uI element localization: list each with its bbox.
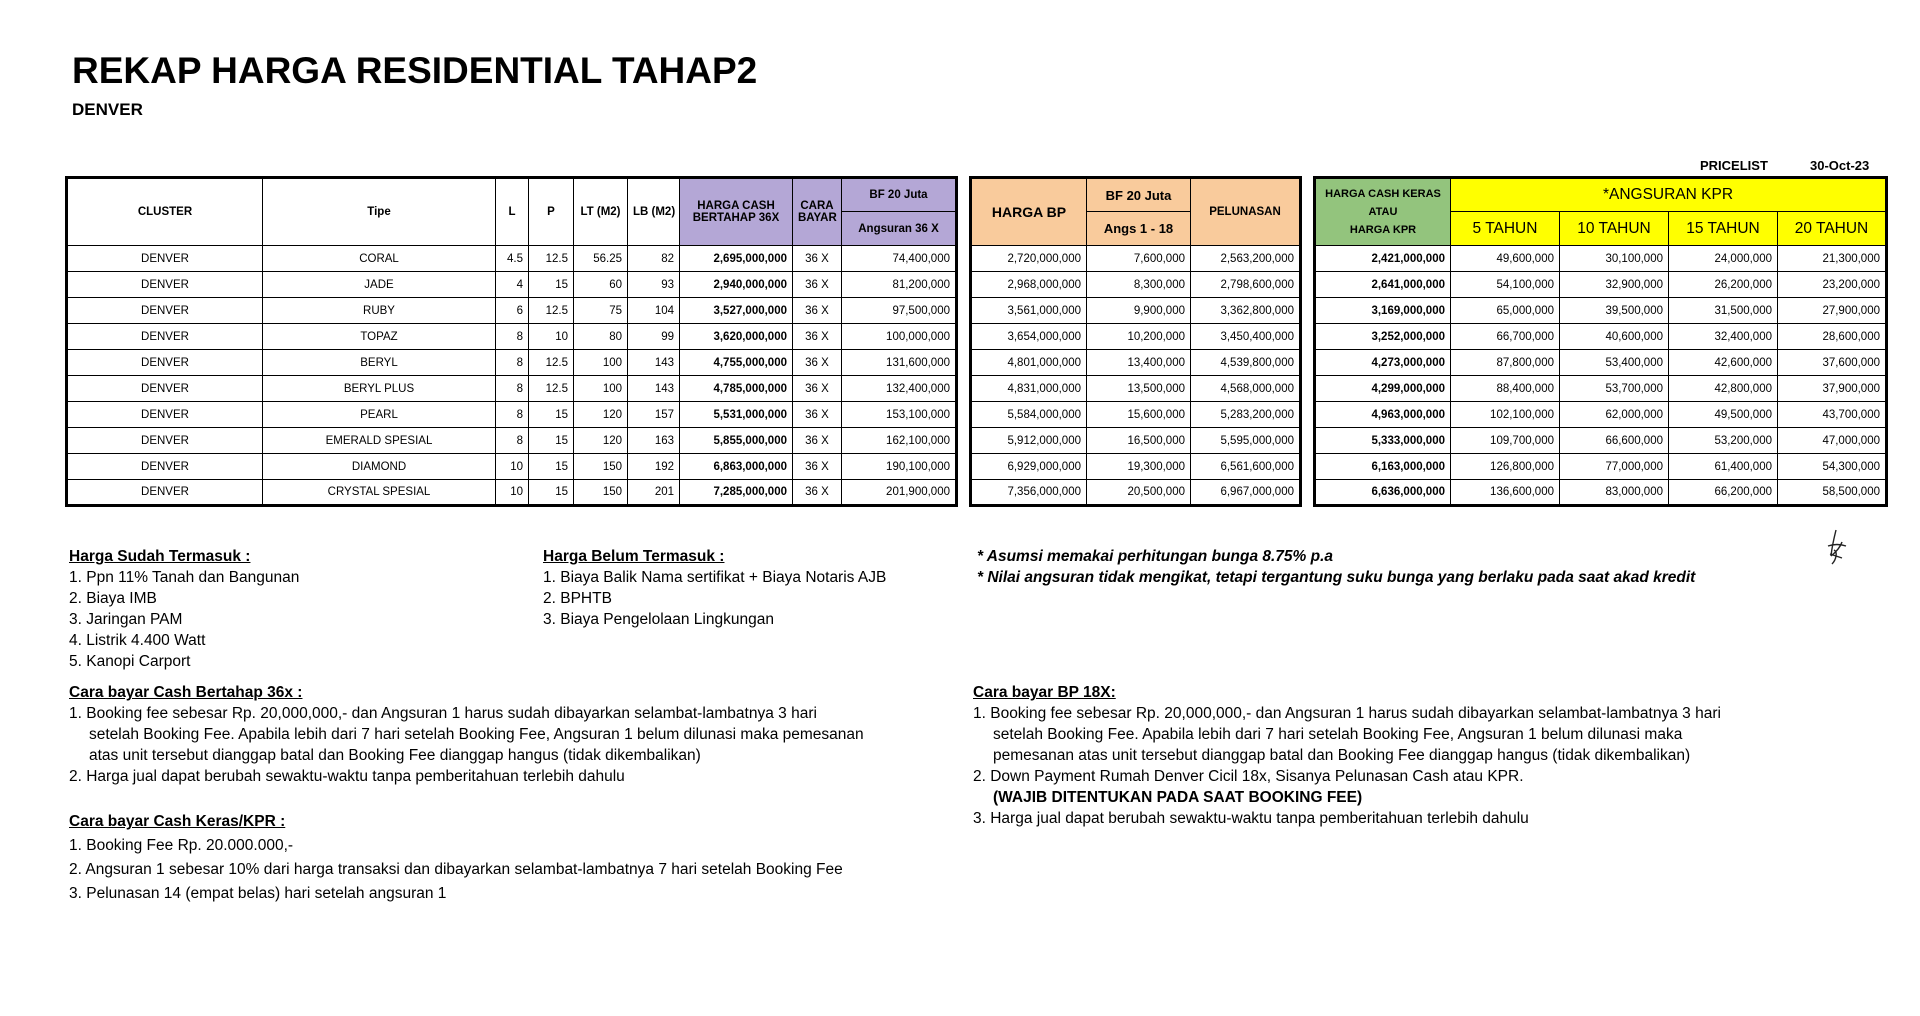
col-harga-cash-line2: BERTAHAP 36X bbox=[692, 212, 780, 224]
cell-pelunasan: 2,563,200,000 bbox=[1191, 246, 1301, 272]
cell-cara-bayar: 36 X bbox=[793, 324, 842, 350]
cell-tipe: BERYL bbox=[263, 350, 496, 376]
cell-cluster: DENVER bbox=[67, 324, 263, 350]
cell-harga-bp: 3,654,000,000 bbox=[971, 324, 1087, 350]
cell-l: 8 bbox=[496, 350, 529, 376]
table-row bbox=[971, 272, 1301, 298]
table-row bbox=[1315, 376, 1887, 402]
cell-p: 12.5 bbox=[529, 298, 574, 324]
cell-20-tahun: 27,900,000 bbox=[1778, 298, 1887, 324]
table-row bbox=[67, 454, 957, 480]
termasuk-item: 4. Listrik 4.400 Watt bbox=[69, 632, 206, 649]
kpr-table bbox=[1313, 176, 1888, 507]
col-lt: LT (M2) bbox=[574, 178, 628, 246]
cell-harga-kpr: 2,641,000,000 bbox=[1315, 272, 1451, 298]
cell-cluster: DENVER bbox=[67, 246, 263, 272]
bp-table bbox=[969, 176, 1302, 507]
cash-bertahap-table bbox=[65, 176, 958, 507]
cell-10-tahun: 83,000,000 bbox=[1560, 480, 1669, 506]
cell-harga-kpr: 6,636,000,000 bbox=[1315, 480, 1451, 506]
cell-l: 4 bbox=[496, 272, 529, 298]
cell-10-tahun: 66,600,000 bbox=[1560, 428, 1669, 454]
cell-angs-1-18: 13,400,000 bbox=[1087, 350, 1191, 376]
cell-10-tahun: 40,600,000 bbox=[1560, 324, 1669, 350]
table-row bbox=[971, 454, 1301, 480]
table-row bbox=[67, 376, 957, 402]
cell-20-tahun: 28,600,000 bbox=[1778, 324, 1887, 350]
cell-5-tahun: 136,600,000 bbox=[1451, 480, 1560, 506]
col-cluster: CLUSTER bbox=[67, 178, 263, 246]
cell-20-tahun: 37,600,000 bbox=[1778, 350, 1887, 376]
col-harga-kpr-line2: ATAU bbox=[1368, 206, 1398, 218]
cell-angsuran36: 162,100,000 bbox=[842, 428, 957, 454]
notes-cash36 bbox=[69, 682, 864, 787]
cell-cara-bayar: 36 X bbox=[793, 402, 842, 428]
cell-cara-bayar: 36 X bbox=[793, 350, 842, 376]
cell-angsuran36: 201,900,000 bbox=[842, 480, 957, 506]
table-row bbox=[1315, 298, 1887, 324]
col-tipe: Tipe bbox=[263, 178, 496, 246]
cell-lt: 60 bbox=[574, 272, 628, 298]
cell-5-tahun: 65,000,000 bbox=[1451, 298, 1560, 324]
cell-angsuran36: 97,500,000 bbox=[842, 298, 957, 324]
belum-title: Harga Belum Termasuk : bbox=[543, 548, 725, 565]
cell-pelunasan: 4,539,800,000 bbox=[1191, 350, 1301, 376]
table-row bbox=[1315, 428, 1887, 454]
cell-tipe: CRYSTAL SPESIAL bbox=[263, 480, 496, 506]
cell-tipe: TOPAZ bbox=[263, 324, 496, 350]
cell-5-tahun: 126,800,000 bbox=[1451, 454, 1560, 480]
cell-lt: 150 bbox=[574, 480, 628, 506]
cell-angsuran36: 131,600,000 bbox=[842, 350, 957, 376]
cell-harga-kpr: 4,299,000,000 bbox=[1315, 376, 1451, 402]
col-harga-kpr bbox=[1315, 178, 1451, 246]
table-row bbox=[1315, 350, 1887, 376]
cell-p: 15 bbox=[529, 402, 574, 428]
cell-harga-cash: 6,863,000,000 bbox=[680, 454, 793, 480]
cell-angsuran36: 100,000,000 bbox=[842, 324, 957, 350]
cell-harga-bp: 7,356,000,000 bbox=[971, 480, 1087, 506]
cash36-line: 1. Booking fee sebesar Rp. 20,000,000,- dan Angsuran 1 harus sudah dibayarkan selambat-lambatnya 3 hari bbox=[69, 705, 817, 722]
cell-lb: 163 bbox=[628, 428, 680, 454]
cell-lb: 201 bbox=[628, 480, 680, 506]
cell-cara-bayar: 36 X bbox=[793, 376, 842, 402]
cell-cluster: DENVER bbox=[67, 402, 263, 428]
pricelist-label: PRICELIST bbox=[1700, 158, 1768, 173]
cell-20-tahun: 21,300,000 bbox=[1778, 246, 1887, 272]
cell-lt: 75 bbox=[574, 298, 628, 324]
table-row bbox=[1315, 324, 1887, 350]
cash36-line: atas unit tersebut dianggap batal dan Booking Fee dianggap hangus (tidak dikembalikan) bbox=[89, 747, 701, 764]
cell-p: 15 bbox=[529, 454, 574, 480]
cell-l: 8 bbox=[496, 376, 529, 402]
belum-item: 3. Biaya Pengelolaan Lingkungan bbox=[543, 611, 774, 628]
cell-p: 12.5 bbox=[529, 350, 574, 376]
cell-harga-bp: 6,929,000,000 bbox=[971, 454, 1087, 480]
cell-p: 15 bbox=[529, 480, 574, 506]
cell-cluster: DENVER bbox=[67, 480, 263, 506]
cell-harga-cash: 2,940,000,000 bbox=[680, 272, 793, 298]
cell-cluster: DENVER bbox=[67, 428, 263, 454]
table-row bbox=[971, 298, 1301, 324]
cell-pelunasan: 5,595,000,000 bbox=[1191, 428, 1301, 454]
col-20-tahun: 20 TAHUN bbox=[1778, 212, 1887, 246]
table-row bbox=[67, 402, 957, 428]
col-bp-bf: BF 20 Juta bbox=[1087, 178, 1191, 212]
notes-asumsi bbox=[977, 546, 1695, 588]
table-row bbox=[971, 428, 1301, 454]
table-row bbox=[1315, 454, 1887, 480]
cell-cara-bayar: 36 X bbox=[793, 454, 842, 480]
cell-lb: 82 bbox=[628, 246, 680, 272]
cell-lt: 100 bbox=[574, 376, 628, 402]
cell-harga-cash: 4,785,000,000 bbox=[680, 376, 793, 402]
cell-10-tahun: 32,900,000 bbox=[1560, 272, 1669, 298]
cell-l: 8 bbox=[496, 324, 529, 350]
col-15-tahun: 15 TAHUN bbox=[1669, 212, 1778, 246]
cell-cara-bayar: 36 X bbox=[793, 272, 842, 298]
col-harga-cash bbox=[680, 178, 793, 246]
col-l: L bbox=[496, 178, 529, 246]
col-cara-line1: CARA bbox=[800, 200, 834, 212]
col-bf: BF 20 Juta bbox=[842, 178, 957, 212]
table-row bbox=[1315, 402, 1887, 428]
termasuk-item: 5. Kanopi Carport bbox=[69, 653, 191, 670]
cell-angs-1-18: 7,600,000 bbox=[1087, 246, 1191, 272]
cell-tipe: JADE bbox=[263, 272, 496, 298]
cell-cluster: DENVER bbox=[67, 376, 263, 402]
cell-harga-bp: 2,968,000,000 bbox=[971, 272, 1087, 298]
cell-harga-cash: 7,285,000,000 bbox=[680, 480, 793, 506]
cell-15-tahun: 32,400,000 bbox=[1669, 324, 1778, 350]
cell-tipe: DIAMOND bbox=[263, 454, 496, 480]
cell-5-tahun: 102,100,000 bbox=[1451, 402, 1560, 428]
cell-cluster: DENVER bbox=[67, 298, 263, 324]
cell-15-tahun: 31,500,000 bbox=[1669, 298, 1778, 324]
cell-15-tahun: 49,500,000 bbox=[1669, 402, 1778, 428]
bp-line: 3. Harga jual dapat berubah sewaktu-waktu tanpa pemberitahuan terlebih dahulu bbox=[973, 810, 1529, 827]
cell-pelunasan: 6,967,000,000 bbox=[1191, 480, 1301, 506]
cell-harga-kpr: 4,273,000,000 bbox=[1315, 350, 1451, 376]
keras-line: 3. Pelunasan 14 (empat belas) hari setelah angsuran 1 bbox=[69, 885, 447, 902]
table-row bbox=[1315, 480, 1887, 506]
table-row bbox=[1315, 246, 1887, 272]
keras-title: Cara bayar Cash Keras/KPR : bbox=[69, 813, 286, 830]
table-row bbox=[971, 246, 1301, 272]
cell-angsuran36: 190,100,000 bbox=[842, 454, 957, 480]
cell-20-tahun: 43,700,000 bbox=[1778, 402, 1887, 428]
termasuk-item: 3. Jaringan PAM bbox=[69, 611, 183, 628]
asumsi-line: * Nilai angsuran tidak mengikat, tetapi tergantung suku bunga yang berlaku pada saat akad kredit bbox=[977, 569, 1696, 586]
belum-item: 2. BPHTB bbox=[543, 590, 612, 607]
col-angs-1-18: Angs 1 - 18 bbox=[1087, 212, 1191, 246]
table-row bbox=[67, 272, 957, 298]
cell-angs-1-18: 10,200,000 bbox=[1087, 324, 1191, 350]
cell-lb: 192 bbox=[628, 454, 680, 480]
bp-title: Cara bayar BP 18X: bbox=[973, 684, 1116, 701]
notes-belum bbox=[543, 546, 886, 630]
bp-line: (WAJIB DITENTUKAN PADA SAAT BOOKING FEE) bbox=[993, 789, 1363, 806]
pricelist-date: 30-Oct-23 bbox=[1810, 158, 1870, 173]
table-row bbox=[971, 402, 1301, 428]
cell-cara-bayar: 36 X bbox=[793, 428, 842, 454]
cell-15-tahun: 53,200,000 bbox=[1669, 428, 1778, 454]
cell-harga-cash: 3,620,000,000 bbox=[680, 324, 793, 350]
cell-angsuran36: 153,100,000 bbox=[842, 402, 957, 428]
cell-20-tahun: 54,300,000 bbox=[1778, 454, 1887, 480]
cell-pelunasan: 5,283,200,000 bbox=[1191, 402, 1301, 428]
cell-harga-kpr: 6,163,000,000 bbox=[1315, 454, 1451, 480]
bp-line: 1. Booking fee sebesar Rp. 20,000,000,- dan Angsuran 1 harus sudah dibayarkan selambat-lambatnya 3 hari bbox=[973, 705, 1721, 722]
cell-tipe: EMERALD SPESIAL bbox=[263, 428, 496, 454]
cell-harga-bp: 2,720,000,000 bbox=[971, 246, 1087, 272]
col-harga-bp: HARGA BP bbox=[971, 178, 1087, 246]
cell-harga-kpr: 4,963,000,000 bbox=[1315, 402, 1451, 428]
cell-harga-cash: 5,855,000,000 bbox=[680, 428, 793, 454]
cell-lt: 80 bbox=[574, 324, 628, 350]
table-row bbox=[1315, 272, 1887, 298]
cell-harga-kpr: 3,169,000,000 bbox=[1315, 298, 1451, 324]
col-angsuran-kpr: *ANGSURAN KPR bbox=[1451, 178, 1887, 212]
cell-cluster: DENVER bbox=[67, 454, 263, 480]
table-row bbox=[971, 376, 1301, 402]
cell-harga-cash: 2,695,000,000 bbox=[680, 246, 793, 272]
cell-harga-kpr: 3,252,000,000 bbox=[1315, 324, 1451, 350]
belum-item: 1. Biaya Balik Nama sertifikat + Biaya Notaris AJB bbox=[543, 569, 887, 586]
cell-p: 12.5 bbox=[529, 246, 574, 272]
cell-l: 10 bbox=[496, 480, 529, 506]
table-row bbox=[67, 480, 957, 506]
cell-lt: 120 bbox=[574, 402, 628, 428]
col-angsuran36: Angsuran 36 X bbox=[842, 212, 957, 246]
cell-angs-1-18: 19,300,000 bbox=[1087, 454, 1191, 480]
col-harga-cash-line1: HARGA CASH bbox=[697, 200, 775, 212]
cell-p: 15 bbox=[529, 428, 574, 454]
table-row bbox=[971, 480, 1301, 506]
cell-10-tahun: 53,700,000 bbox=[1560, 376, 1669, 402]
cell-harga-cash: 4,755,000,000 bbox=[680, 350, 793, 376]
cell-cara-bayar: 36 X bbox=[793, 298, 842, 324]
table-row bbox=[67, 324, 957, 350]
col-10-tahun: 10 TAHUN bbox=[1560, 212, 1669, 246]
cell-5-tahun: 66,700,000 bbox=[1451, 324, 1560, 350]
cell-angsuran36: 81,200,000 bbox=[842, 272, 957, 298]
cell-angs-1-18: 8,300,000 bbox=[1087, 272, 1191, 298]
cell-pelunasan: 3,450,400,000 bbox=[1191, 324, 1301, 350]
col-lb: LB (M2) bbox=[628, 178, 680, 246]
cell-pelunasan: 6,561,600,000 bbox=[1191, 454, 1301, 480]
cell-10-tahun: 77,000,000 bbox=[1560, 454, 1669, 480]
cell-lb: 157 bbox=[628, 402, 680, 428]
cell-p: 12.5 bbox=[529, 376, 574, 402]
table-row bbox=[67, 246, 957, 272]
cell-15-tahun: 42,800,000 bbox=[1669, 376, 1778, 402]
cell-15-tahun: 61,400,000 bbox=[1669, 454, 1778, 480]
cell-10-tahun: 62,000,000 bbox=[1560, 402, 1669, 428]
page-title: REKAP HARGA RESIDENTIAL TAHAP2 bbox=[72, 50, 758, 91]
bp-line: pemesanan atas unit tersebut dianggap batal dan Booking Fee dianggap hangus (tidak dikembalikan) bbox=[993, 747, 1691, 764]
cell-lb: 93 bbox=[628, 272, 680, 298]
table-row bbox=[67, 298, 957, 324]
asumsi-line: * Asumsi memakai perhitungan bunga 8.75% p.a bbox=[977, 548, 1334, 565]
cell-lt: 150 bbox=[574, 454, 628, 480]
page-subtitle: DENVER bbox=[72, 100, 143, 119]
cell-10-tahun: 53,400,000 bbox=[1560, 350, 1669, 376]
cell-cluster: DENVER bbox=[67, 272, 263, 298]
cell-p: 15 bbox=[529, 272, 574, 298]
cell-harga-cash: 5,531,000,000 bbox=[680, 402, 793, 428]
cell-angsuran36: 132,400,000 bbox=[842, 376, 957, 402]
cell-l: 6 bbox=[496, 298, 529, 324]
cell-harga-bp: 5,584,000,000 bbox=[971, 402, 1087, 428]
table-row bbox=[971, 350, 1301, 376]
cell-harga-bp: 5,912,000,000 bbox=[971, 428, 1087, 454]
cell-lb: 143 bbox=[628, 350, 680, 376]
cell-5-tahun: 87,800,000 bbox=[1451, 350, 1560, 376]
signature-mark bbox=[1822, 528, 1852, 568]
cell-lb: 104 bbox=[628, 298, 680, 324]
cell-pelunasan: 4,568,000,000 bbox=[1191, 376, 1301, 402]
termasuk-title: Harga Sudah Termasuk : bbox=[69, 548, 251, 565]
cell-l: 4.5 bbox=[496, 246, 529, 272]
cell-pelunasan: 2,798,600,000 bbox=[1191, 272, 1301, 298]
cell-cluster: DENVER bbox=[67, 350, 263, 376]
cell-angs-1-18: 13,500,000 bbox=[1087, 376, 1191, 402]
cash36-title: Cara bayar Cash Bertahap 36x : bbox=[69, 684, 303, 701]
cell-20-tahun: 23,200,000 bbox=[1778, 272, 1887, 298]
cell-20-tahun: 37,900,000 bbox=[1778, 376, 1887, 402]
table-row bbox=[67, 350, 957, 376]
cell-15-tahun: 66,200,000 bbox=[1669, 480, 1778, 506]
cell-lt: 56.25 bbox=[574, 246, 628, 272]
cell-angs-1-18: 15,600,000 bbox=[1087, 402, 1191, 428]
col-cara-line2: BAYAR bbox=[798, 212, 837, 224]
col-harga-kpr-line3: HARGA KPR bbox=[1349, 224, 1417, 236]
cell-tipe: RUBY bbox=[263, 298, 496, 324]
cell-15-tahun: 42,600,000 bbox=[1669, 350, 1778, 376]
cell-l: 8 bbox=[496, 428, 529, 454]
cell-15-tahun: 24,000,000 bbox=[1669, 246, 1778, 272]
cell-5-tahun: 109,700,000 bbox=[1451, 428, 1560, 454]
cell-harga-kpr: 2,421,000,000 bbox=[1315, 246, 1451, 272]
col-harga-kpr-line1: HARGA CASH KERAS bbox=[1325, 188, 1441, 200]
cell-p: 10 bbox=[529, 324, 574, 350]
termasuk-item: 1. Ppn 11% Tanah dan Bangunan bbox=[69, 569, 300, 586]
cell-10-tahun: 30,100,000 bbox=[1560, 246, 1669, 272]
col-pelunasan: PELUNASAN bbox=[1191, 178, 1301, 246]
bp-line: setelah Booking Fee. Apabila lebih dari 7 hari setelah Booking Fee, Angsuran 1 belum dilunasi maka bbox=[993, 726, 1683, 743]
cell-angsuran36: 74,400,000 bbox=[842, 246, 957, 272]
notes-keras bbox=[69, 810, 843, 906]
bp-line: 2. Down Payment Rumah Denver Cicil 18x, Sisanya Pelunasan Cash atau KPR. bbox=[973, 768, 1524, 785]
cell-lt: 100 bbox=[574, 350, 628, 376]
cell-5-tahun: 54,100,000 bbox=[1451, 272, 1560, 298]
table-row bbox=[67, 428, 957, 454]
cell-20-tahun: 47,000,000 bbox=[1778, 428, 1887, 454]
cash36-line: setelah Booking Fee. Apabila lebih dari 7 hari setelah Booking Fee, Angsuran 1 belum dilunasi maka pemesanan bbox=[89, 726, 864, 743]
notes-bp bbox=[973, 682, 1721, 829]
cell-tipe: PEARL bbox=[263, 402, 496, 428]
cell-10-tahun: 39,500,000 bbox=[1560, 298, 1669, 324]
cell-harga-kpr: 5,333,000,000 bbox=[1315, 428, 1451, 454]
cell-5-tahun: 49,600,000 bbox=[1451, 246, 1560, 272]
cell-20-tahun: 58,500,000 bbox=[1778, 480, 1887, 506]
keras-line: 2. Angsuran 1 sebesar 10% dari harga transaksi dan dibayarkan selambat-lambatnya 7 hari setelah Booking Fee bbox=[69, 861, 843, 878]
col-cara-bayar bbox=[793, 178, 842, 246]
cell-l: 8 bbox=[496, 402, 529, 428]
col-p: P bbox=[529, 178, 574, 246]
notes-termasuk bbox=[69, 546, 299, 672]
cell-tipe: CORAL bbox=[263, 246, 496, 272]
cell-harga-bp: 3,561,000,000 bbox=[971, 298, 1087, 324]
cell-15-tahun: 26,200,000 bbox=[1669, 272, 1778, 298]
keras-line: 1. Booking Fee Rp. 20.000.000,- bbox=[69, 837, 294, 854]
cell-tipe: BERYL PLUS bbox=[263, 376, 496, 402]
cell-lb: 143 bbox=[628, 376, 680, 402]
cell-pelunasan: 3,362,800,000 bbox=[1191, 298, 1301, 324]
cell-cara-bayar: 36 X bbox=[793, 246, 842, 272]
cell-5-tahun: 88,400,000 bbox=[1451, 376, 1560, 402]
cell-angs-1-18: 20,500,000 bbox=[1087, 480, 1191, 506]
cell-harga-bp: 4,801,000,000 bbox=[971, 350, 1087, 376]
cell-harga-bp: 4,831,000,000 bbox=[971, 376, 1087, 402]
cell-lb: 99 bbox=[628, 324, 680, 350]
cell-harga-cash: 3,527,000,000 bbox=[680, 298, 793, 324]
cell-cara-bayar: 36 X bbox=[793, 480, 842, 506]
cash36-line: 2. Harga jual dapat berubah sewaktu-waktu tanpa pemberitahuan terlebih dahulu bbox=[69, 768, 625, 785]
cell-angs-1-18: 9,900,000 bbox=[1087, 298, 1191, 324]
cell-lt: 120 bbox=[574, 428, 628, 454]
termasuk-item: 2. Biaya IMB bbox=[69, 590, 157, 607]
col-5-tahun: 5 TAHUN bbox=[1451, 212, 1560, 246]
cell-l: 10 bbox=[496, 454, 529, 480]
table-row bbox=[971, 324, 1301, 350]
cell-angs-1-18: 16,500,000 bbox=[1087, 428, 1191, 454]
